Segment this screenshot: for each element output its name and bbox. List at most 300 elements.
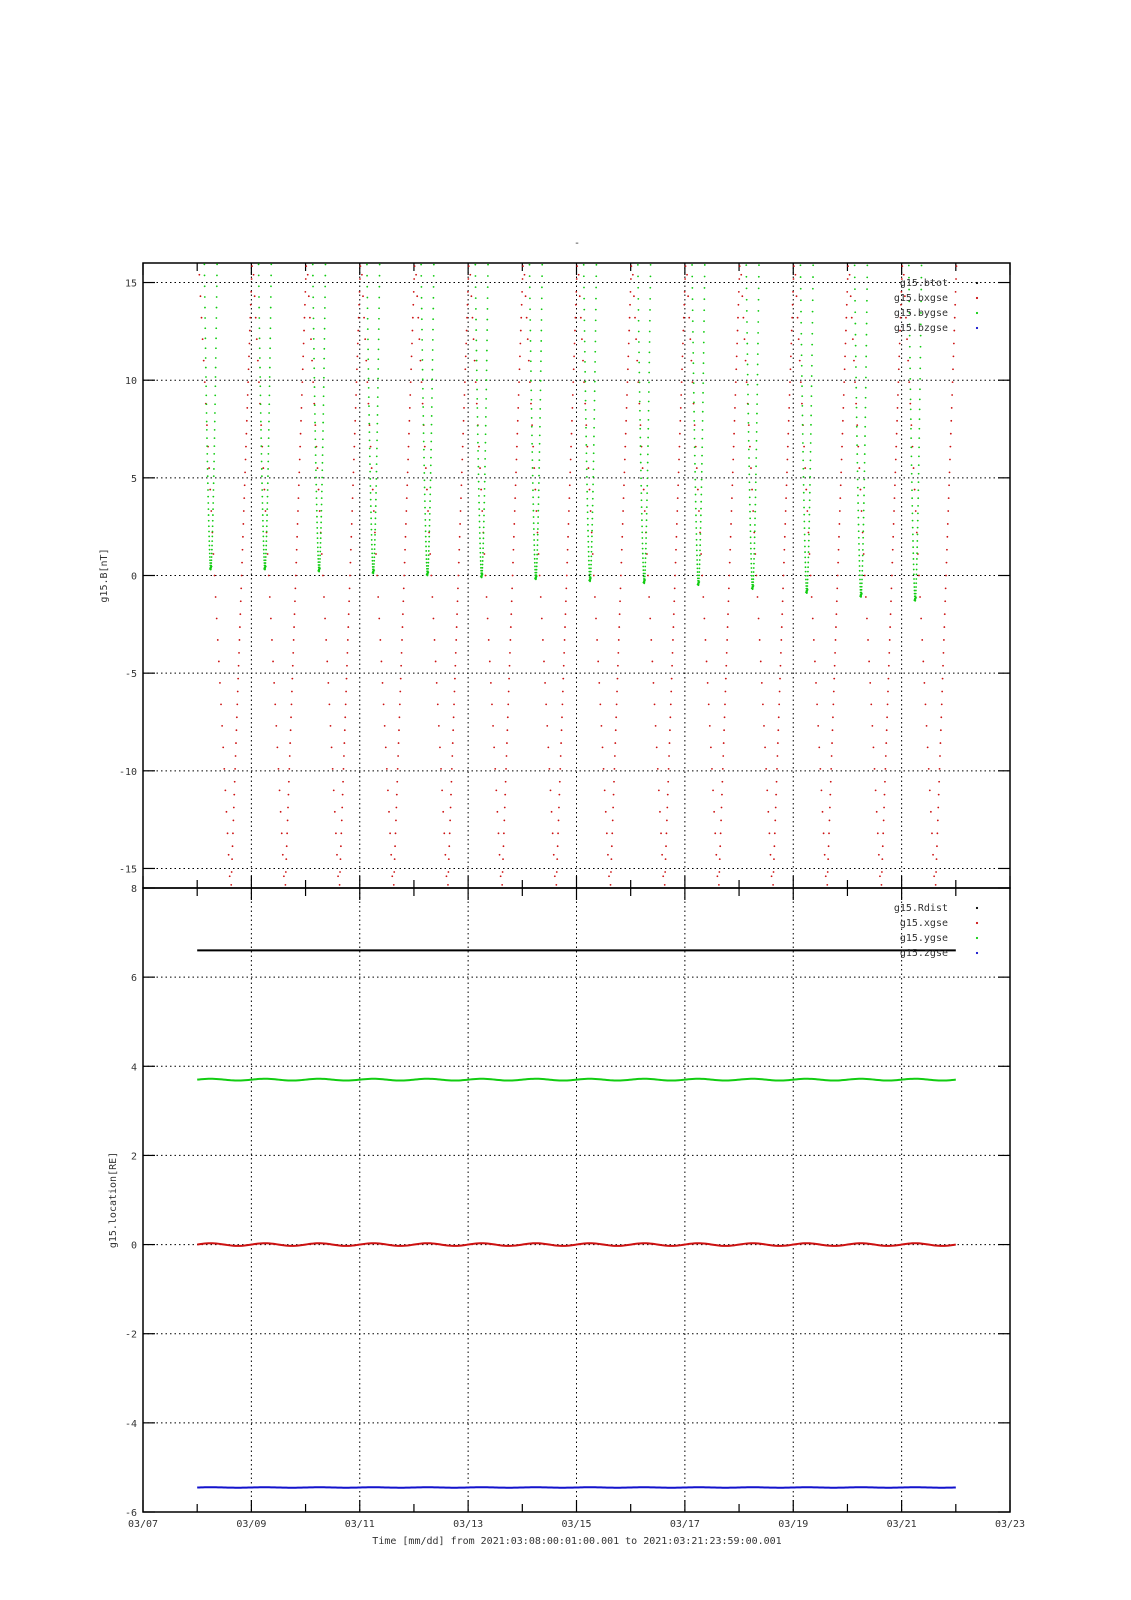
data-point xyxy=(585,400,587,402)
data-point xyxy=(648,410,650,412)
data-point xyxy=(756,394,758,396)
data-point xyxy=(880,897,882,899)
data-point xyxy=(593,427,595,429)
data-point xyxy=(633,295,635,297)
data-point xyxy=(537,528,539,530)
data-point xyxy=(811,375,813,377)
data-point xyxy=(514,497,516,499)
data-point xyxy=(577,252,579,254)
data-point xyxy=(288,781,290,783)
data-point xyxy=(808,534,810,536)
data-point xyxy=(637,252,639,254)
data-point xyxy=(855,397,857,399)
data-point xyxy=(921,639,923,641)
legend-label: g15.zgse xyxy=(899,948,948,959)
data-point xyxy=(893,523,895,525)
y-axis-label: g15.location[RE] xyxy=(108,1151,119,1249)
data-point xyxy=(936,832,938,834)
data-point xyxy=(750,536,752,538)
data-point xyxy=(508,691,510,693)
data-point xyxy=(745,360,747,362)
data-point xyxy=(840,471,842,473)
data-point xyxy=(537,510,539,512)
data-point xyxy=(243,510,245,512)
data-point xyxy=(617,678,619,680)
data-point xyxy=(748,424,750,426)
data-point xyxy=(369,448,371,450)
data-point xyxy=(804,551,806,553)
data-point xyxy=(424,446,426,448)
data-point xyxy=(348,600,350,602)
data-point xyxy=(543,661,545,663)
data-point xyxy=(937,807,939,809)
data-point xyxy=(292,652,294,654)
data-point xyxy=(314,386,316,388)
data-point xyxy=(892,549,894,551)
data-point xyxy=(916,563,918,565)
data-point xyxy=(757,310,759,312)
data-point xyxy=(593,460,595,462)
data-point xyxy=(571,433,573,435)
data-point xyxy=(297,510,299,512)
data-point xyxy=(468,265,470,267)
data-point xyxy=(375,511,377,513)
data-point xyxy=(379,252,381,254)
data-point xyxy=(214,412,216,414)
data-point xyxy=(756,440,758,442)
data-point xyxy=(775,807,777,809)
data-point xyxy=(213,468,215,470)
data-point xyxy=(748,431,750,433)
data-point xyxy=(884,781,886,783)
data-point xyxy=(218,661,220,663)
data-point xyxy=(319,558,321,560)
data-point xyxy=(620,562,622,564)
data-point xyxy=(482,560,484,562)
data-point xyxy=(647,477,649,479)
data-point xyxy=(917,512,919,514)
data-point xyxy=(259,357,261,359)
data-point xyxy=(515,484,517,486)
data-point xyxy=(461,471,463,473)
data-point xyxy=(204,337,206,339)
data-point xyxy=(806,585,808,587)
data-point xyxy=(261,453,263,455)
data-point xyxy=(484,473,486,475)
data-point xyxy=(594,390,596,392)
data-point xyxy=(391,875,393,877)
data-point xyxy=(911,464,913,466)
data-point xyxy=(810,415,812,417)
data-point xyxy=(641,506,643,508)
data-point xyxy=(207,496,209,498)
data-point xyxy=(899,343,901,345)
data-point xyxy=(698,510,700,512)
data-point xyxy=(808,527,810,529)
data-point xyxy=(697,489,699,491)
data-point xyxy=(486,329,488,331)
data-point xyxy=(206,421,208,423)
data-point xyxy=(605,811,607,813)
data-point xyxy=(862,560,864,562)
data-point xyxy=(483,521,485,523)
data-point xyxy=(573,368,575,370)
data-point xyxy=(522,278,524,280)
y-tick-label: 15 xyxy=(124,278,137,290)
data-point xyxy=(208,514,210,516)
data-point xyxy=(701,455,703,457)
data-point xyxy=(423,464,425,466)
data-point xyxy=(897,394,899,396)
data-point xyxy=(801,354,803,356)
data-point xyxy=(757,364,759,366)
y-tick-label: -10 xyxy=(118,766,137,778)
data-point xyxy=(208,508,210,510)
data-point xyxy=(592,505,594,507)
data-point xyxy=(292,665,294,667)
data-point xyxy=(428,550,430,552)
data-point xyxy=(431,424,433,426)
data-point xyxy=(800,288,802,290)
data-point xyxy=(373,560,375,562)
data-point xyxy=(604,789,606,791)
data-point xyxy=(270,285,272,287)
data-point xyxy=(395,820,397,822)
data-point xyxy=(296,549,298,551)
data-point xyxy=(703,352,705,354)
data-point xyxy=(482,556,484,558)
data-point xyxy=(502,858,504,860)
data-point xyxy=(807,582,809,584)
data-point xyxy=(901,265,903,267)
data-point xyxy=(214,403,216,405)
data-point xyxy=(422,397,424,399)
data-point xyxy=(695,508,697,510)
data-point xyxy=(595,287,597,289)
data-point xyxy=(824,854,826,856)
data-point xyxy=(749,518,751,520)
data-point xyxy=(542,639,544,641)
data-point xyxy=(374,523,376,525)
data-point xyxy=(324,286,326,288)
data-point xyxy=(801,365,803,367)
data-point xyxy=(653,682,655,684)
data-point xyxy=(622,510,624,512)
data-point xyxy=(733,433,735,435)
data-point xyxy=(365,360,367,362)
data-point xyxy=(207,468,209,470)
data-point xyxy=(230,884,232,886)
data-point xyxy=(630,265,632,267)
data-point xyxy=(506,755,508,757)
data-point xyxy=(476,403,478,405)
data-point xyxy=(317,554,319,556)
data-point xyxy=(640,424,642,426)
data-point xyxy=(906,338,908,340)
data-point xyxy=(856,462,858,464)
data-point xyxy=(344,716,346,718)
data-point xyxy=(854,300,856,302)
data-point xyxy=(417,317,419,319)
data-point xyxy=(424,519,426,521)
legend-marker xyxy=(976,922,978,924)
data-point xyxy=(809,476,811,478)
data-point xyxy=(374,532,376,534)
data-point xyxy=(267,553,269,555)
data-point xyxy=(827,858,829,860)
data-point xyxy=(749,489,751,491)
data-point xyxy=(694,446,696,448)
data-point xyxy=(749,504,751,506)
data-point xyxy=(567,549,569,551)
data-point xyxy=(590,571,592,573)
data-point xyxy=(474,252,476,254)
data-point xyxy=(509,639,511,641)
data-point xyxy=(505,768,507,770)
data-point xyxy=(672,639,674,641)
data-point xyxy=(772,884,774,886)
data-point xyxy=(509,652,511,654)
data-point xyxy=(647,470,649,472)
data-point xyxy=(482,552,484,554)
data-point xyxy=(611,845,613,847)
data-point xyxy=(211,536,213,538)
data-point xyxy=(294,613,296,615)
data-point xyxy=(664,884,666,886)
data-point xyxy=(664,871,666,873)
data-point xyxy=(215,376,217,378)
data-point xyxy=(694,471,696,473)
data-point xyxy=(312,381,314,383)
data-point xyxy=(216,285,218,287)
data-point xyxy=(515,471,517,473)
data-point xyxy=(558,794,560,796)
data-point xyxy=(695,527,697,529)
data-point xyxy=(539,399,541,401)
data-point xyxy=(696,559,698,561)
data-point xyxy=(569,471,571,473)
data-point xyxy=(438,725,440,727)
data-point xyxy=(200,295,202,297)
data-point xyxy=(268,421,270,423)
data-point xyxy=(866,300,868,302)
data-point xyxy=(591,541,593,543)
data-point xyxy=(805,489,807,491)
data-point xyxy=(685,252,687,254)
data-point xyxy=(474,264,476,266)
data-point xyxy=(429,525,431,527)
data-point xyxy=(689,338,691,340)
data-point xyxy=(649,309,651,311)
data-point xyxy=(694,438,696,440)
data-point xyxy=(663,897,665,899)
data-point xyxy=(431,397,433,399)
data-point xyxy=(861,579,863,581)
data-point xyxy=(540,380,542,382)
data-point xyxy=(466,317,468,319)
data-point xyxy=(804,467,806,469)
data-point xyxy=(736,343,738,345)
data-point xyxy=(703,309,705,311)
data-point xyxy=(640,462,642,464)
data-point xyxy=(841,446,843,448)
data-point xyxy=(865,387,867,389)
data-point xyxy=(911,473,913,475)
data-point xyxy=(810,424,812,426)
data-point xyxy=(955,278,957,280)
data-point xyxy=(812,264,814,266)
data-point xyxy=(197,252,199,254)
data-point xyxy=(888,652,890,654)
data-point xyxy=(940,729,942,731)
data-point xyxy=(485,416,487,418)
data-point xyxy=(339,871,341,873)
data-point xyxy=(696,467,698,469)
bottom-panel-location xyxy=(108,884,1025,1530)
data-point xyxy=(680,407,682,409)
data-point xyxy=(509,665,511,667)
data-point xyxy=(211,549,213,551)
data-point xyxy=(583,298,585,300)
data-point xyxy=(601,725,603,727)
data-point xyxy=(753,548,755,550)
data-point xyxy=(848,252,850,254)
data-point xyxy=(590,555,592,557)
data-point xyxy=(639,419,641,421)
data-point xyxy=(534,489,536,491)
data-point xyxy=(204,285,206,287)
data-point xyxy=(879,875,881,877)
data-point xyxy=(206,453,208,455)
data-point xyxy=(704,287,706,289)
data-point xyxy=(802,415,804,417)
data-point xyxy=(756,575,758,577)
data-point xyxy=(429,500,431,502)
data-point xyxy=(840,484,842,486)
data-point xyxy=(529,275,531,277)
data-point xyxy=(747,394,749,396)
data-point xyxy=(227,832,229,834)
data-point xyxy=(371,467,373,469)
data-point xyxy=(748,457,750,459)
data-point xyxy=(443,832,445,834)
data-point xyxy=(356,381,358,383)
data-point xyxy=(786,459,788,461)
data-point xyxy=(809,484,811,486)
data-point xyxy=(390,854,392,856)
data-point xyxy=(811,344,813,346)
data-point xyxy=(531,424,533,426)
data-point xyxy=(204,307,206,309)
data-point xyxy=(747,374,749,376)
data-point xyxy=(215,367,217,369)
data-point xyxy=(948,484,950,486)
data-point xyxy=(352,484,354,486)
data-point xyxy=(323,367,325,369)
data-point xyxy=(916,574,918,576)
data-point xyxy=(864,575,866,577)
data-point xyxy=(460,510,462,512)
data-point xyxy=(480,489,482,491)
data-point xyxy=(269,347,271,349)
data-point xyxy=(662,875,664,877)
data-point xyxy=(369,471,371,473)
data-point xyxy=(834,665,836,667)
data-point xyxy=(353,471,355,473)
data-point xyxy=(323,386,325,388)
data-point xyxy=(859,579,861,581)
data-point xyxy=(725,678,727,680)
data-point xyxy=(695,533,697,535)
data-point xyxy=(370,511,372,513)
data-point xyxy=(358,304,360,306)
data-point xyxy=(489,661,491,663)
data-point xyxy=(478,481,480,483)
data-point xyxy=(755,489,757,491)
data-point xyxy=(804,540,806,542)
data-point xyxy=(421,349,423,351)
data-point xyxy=(584,330,586,332)
data-point xyxy=(347,639,349,641)
data-point xyxy=(595,330,597,332)
data-point xyxy=(531,417,533,419)
data-point xyxy=(371,539,373,541)
data-point xyxy=(785,510,787,512)
data-point xyxy=(830,781,832,783)
data-point xyxy=(479,537,481,539)
data-point xyxy=(428,546,430,548)
data-point xyxy=(915,586,917,588)
data-point xyxy=(593,444,595,446)
data-point xyxy=(686,274,688,276)
data-point xyxy=(478,495,480,497)
data-point xyxy=(492,725,494,727)
data-point xyxy=(865,407,867,409)
data-point xyxy=(345,691,347,693)
data-point xyxy=(858,549,860,551)
data-point xyxy=(528,252,530,254)
data-point xyxy=(648,596,650,598)
data-point xyxy=(252,252,254,254)
data-point xyxy=(915,582,917,584)
data-point xyxy=(305,265,307,267)
data-point xyxy=(785,497,787,499)
data-point xyxy=(376,463,378,465)
data-point xyxy=(485,433,487,435)
data-point xyxy=(935,871,937,873)
data-point xyxy=(681,381,683,383)
data-point xyxy=(852,338,854,340)
data-point xyxy=(414,252,416,254)
data-point xyxy=(261,468,263,470)
data-point xyxy=(746,321,748,323)
data-point xyxy=(782,600,784,602)
data-point xyxy=(212,496,214,498)
data-point xyxy=(298,484,300,486)
data-point xyxy=(324,328,326,330)
data-point xyxy=(702,596,704,598)
data-point xyxy=(702,382,704,384)
data-point xyxy=(570,459,572,461)
data-point xyxy=(642,557,644,559)
data-point xyxy=(617,665,619,667)
data-point xyxy=(738,278,740,280)
data-point xyxy=(312,252,314,254)
data-point xyxy=(648,362,650,364)
data-point xyxy=(478,473,480,475)
data-point xyxy=(476,389,478,391)
data-point xyxy=(854,276,856,278)
